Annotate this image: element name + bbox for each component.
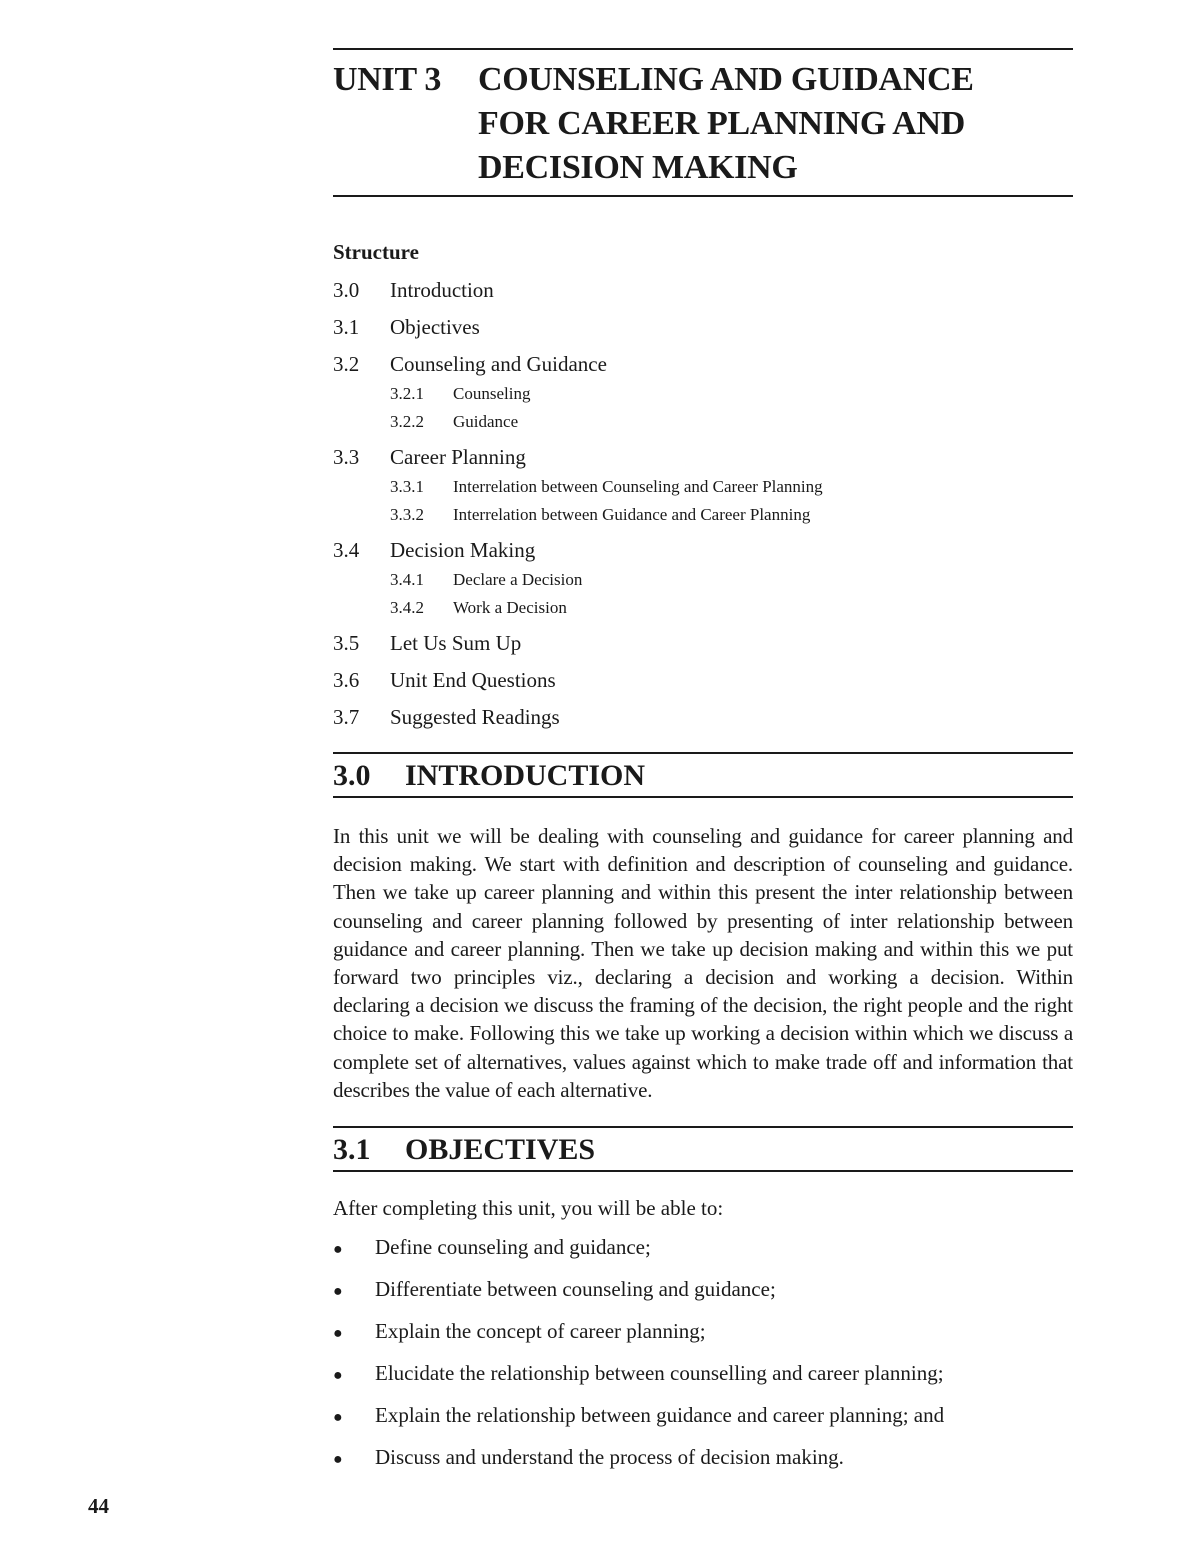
unit-title-line: DECISION MAKING xyxy=(478,149,798,186)
list-item xyxy=(333,1443,1073,1474)
bullet-icon: ● xyxy=(333,1283,343,1301)
toc-item-number: 3.3 xyxy=(333,445,360,469)
toc-item-label: Unit End Questions xyxy=(390,668,556,692)
toc-item-number: 3.6 xyxy=(333,668,360,692)
toc-item xyxy=(333,537,1073,563)
section-number: 3.0 xyxy=(333,759,371,792)
toc-subitem-number: 3.2.1 xyxy=(390,384,424,403)
section-bottom-rule xyxy=(333,796,1073,798)
bullet-icon: ● xyxy=(333,1367,343,1385)
bullet-icon: ● xyxy=(333,1241,343,1259)
toc-subitem xyxy=(333,504,1073,526)
list-item xyxy=(333,1275,1073,1306)
toc-item-number: 3.4 xyxy=(333,538,360,562)
toc-item xyxy=(333,277,1073,303)
toc-subitem-number: 3.3.1 xyxy=(390,477,424,496)
toc-item xyxy=(333,667,1073,693)
toc-item-label: Decision Making xyxy=(390,538,536,562)
unit-bottom-rule xyxy=(333,195,1073,197)
list-item xyxy=(333,1359,1073,1390)
list-item xyxy=(333,1401,1073,1432)
toc-item-label: Suggested Readings xyxy=(390,705,560,729)
list-item-text: Explain the relationship between guidance and career planning; and xyxy=(375,1403,945,1428)
toc-subitem-label: Declare a Decision xyxy=(453,570,583,589)
toc-subitem xyxy=(333,569,1073,591)
section-title: OBJECTIVES xyxy=(405,1133,596,1167)
list-item-text: Discuss and understand the process of decision making. xyxy=(375,1445,844,1470)
objectives-list xyxy=(333,1233,1073,1474)
bullet-icon: ● xyxy=(333,1325,343,1343)
unit-label: UNIT 3 xyxy=(333,61,442,98)
toc-subitem-number: 3.2.2 xyxy=(390,412,424,431)
toc-item-label: Career Planning xyxy=(390,445,526,469)
toc-subitem-label: Guidance xyxy=(453,412,519,431)
toc-item xyxy=(333,314,1073,340)
bullet-icon: ● xyxy=(333,1409,343,1427)
introduction-paragraph: In this unit we will be dealing with counseling and guidance for career planning and decision making. We start with definition and description of counseling and guidance. Then we take up career planning and within this present the inter relationship between counseling and career planning followed by presenting of inter relationship between guidance and career planning. Then we take up decision making and within this we put forward two principles viz., declaring a decision and working a decision. Within declaring a decision we discuss the framing of the decision, the right people and the right choice to make. Following this we take up working a decision within which we discuss a complete set of alternatives, values against which to make trade off and information that describes the value of each alternative. xyxy=(333,824,1073,1102)
objectives-lead: After completing this unit, you will be able to: xyxy=(333,1196,724,1221)
toc-item-number: 3.5 xyxy=(333,631,360,655)
toc-item xyxy=(333,630,1073,656)
toc-subitem xyxy=(333,383,1073,405)
list-item-text: Define counseling and guidance; xyxy=(375,1235,651,1260)
toc-subitem-label: Work a Decision xyxy=(453,598,567,617)
toc-item-label: Objectives xyxy=(390,315,480,339)
bullet-icon: ● xyxy=(333,1451,343,1469)
section-bottom-rule xyxy=(333,1170,1073,1172)
page-content xyxy=(333,48,1073,1474)
toc-subitem-label: Interrelation between Guidance and Career Planning xyxy=(453,505,811,524)
list-item xyxy=(333,1233,1073,1264)
toc-item-number: 3.7 xyxy=(333,705,360,729)
list-item xyxy=(333,1317,1073,1348)
toc-item-number: 3.1 xyxy=(333,315,360,339)
toc-item-label: Introduction xyxy=(390,278,494,302)
list-item-text: Explain the concept of career planning; xyxy=(375,1319,706,1344)
list-item-text: Elucidate the relationship between counselling and career planning; xyxy=(375,1361,944,1386)
toc-subitem xyxy=(333,476,1073,498)
toc-item-label: Let Us Sum Up xyxy=(390,631,522,655)
toc-subitem-number: 3.4.1 xyxy=(390,570,424,589)
section-heading xyxy=(333,754,1073,796)
introduction-section xyxy=(333,752,1073,1104)
toc-item xyxy=(333,704,1073,730)
toc-item-label: Counseling and Guidance xyxy=(390,352,607,376)
toc-item xyxy=(333,444,1073,470)
toc-subitem-number: 3.4.2 xyxy=(390,598,424,617)
toc-item-number: 3.0 xyxy=(333,278,360,302)
toc-subitem xyxy=(333,597,1073,619)
toc-item xyxy=(333,351,1073,377)
structure-heading: Structure xyxy=(333,240,419,264)
toc-subitem-label: Counseling xyxy=(453,384,531,403)
list-item-text: Differentiate between counseling and guidance; xyxy=(375,1277,776,1302)
section-heading xyxy=(333,1128,1073,1170)
toc-subitem-number: 3.3.2 xyxy=(390,505,424,524)
table-of-contents xyxy=(333,277,1073,730)
unit-title-line: FOR CAREER PLANNING AND xyxy=(478,105,966,142)
toc-item-number: 3.2 xyxy=(333,352,360,376)
section-title: INTRODUCTION xyxy=(405,759,646,792)
toc-subitem xyxy=(333,411,1073,433)
page-number: 44 xyxy=(88,1494,109,1518)
objectives-section xyxy=(333,1126,1073,1474)
unit-title-line: COUNSELING AND GUIDANCE xyxy=(478,61,974,98)
section-number: 3.1 xyxy=(333,1133,371,1167)
toc-subitem-label: Interrelation between Counseling and Career Planning xyxy=(453,477,823,496)
unit-heading xyxy=(333,50,1073,195)
unit-title xyxy=(478,58,1073,190)
